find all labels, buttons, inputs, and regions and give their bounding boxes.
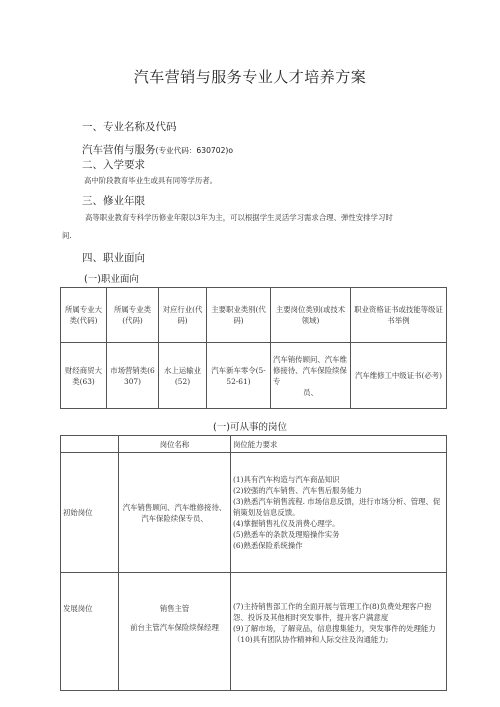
duration-text-line2: 间. [62, 231, 72, 240]
row-abilities-initial [231, 453, 447, 573]
row-abilities-advanced [231, 573, 447, 691]
ability-item: (9)了解市场，了解竞品，信息搜集能力，突发事件的处理能力 [233, 624, 436, 633]
section-heading-1: 一、专业名称及代码 [82, 121, 177, 133]
duration-text-line1: 高等职业教育专科学历修业年限以3年为主，可以根据学生灵活学习需求合理、弹性安排学习时 [85, 213, 393, 222]
cell-position-category [271, 343, 351, 409]
cell-industry: 水上运输业(52) [159, 343, 207, 409]
ability-item: (7)主持销售部工作的全面开展与管理工作(8)负费处理客户抱怨、投诉及其他相时突发事件，提升客户满意度 [233, 602, 432, 622]
cell-occupation: 汽车新车零令(5-52-61) [207, 343, 271, 409]
header-ability: 岗位能力要求 [231, 436, 447, 453]
subheading-positions: (一)可从事的岗位 [213, 422, 287, 433]
header-industry: 对应行业(代码) [159, 288, 207, 343]
row-positions-advanced [119, 573, 231, 691]
section-heading-2: 二、入学要求 [82, 159, 145, 171]
header-occupation: 主要职业类别(代码) [207, 288, 271, 343]
cell-certificates: 汽车维修工中级证书(必考) [351, 343, 447, 409]
position-item: 销售主管 [159, 604, 190, 613]
header-level [61, 436, 119, 453]
career-table [60, 287, 447, 409]
major-name: 汽车营侑与服务 [82, 144, 156, 156]
cell-major-category: 财经商贸大类(63) [61, 343, 107, 409]
header-major-class: 所属专业类(代码) [107, 288, 159, 343]
ability-item: (3)熟悉汽车销售流程. 市场信息反馈，进行市场分析、管理、促销策划及信息反馈。 [233, 497, 441, 517]
major-code: (专业代码：630702)o [155, 146, 234, 155]
positions-table [60, 435, 447, 691]
cell-major-class: 市场营销类(6307) [107, 343, 159, 409]
section-heading-4: 四、职业面向 [82, 252, 145, 264]
subheading-career: (一)职业面向 [84, 274, 139, 285]
document-title: 汽车营销与服务专业人才培养方案 [133, 68, 367, 86]
section-heading-3: 三、修业年限 [82, 195, 145, 207]
row-positions-initial: 汽车销售顾问、汽车维修接待、汽车保险续保专员、 [119, 453, 231, 573]
cell-position-category-tail: 员、 [303, 387, 318, 397]
ability-item: (4)掌握销售礼仪及消费心理学。 [233, 519, 340, 528]
ability-item: (2)较强的汽车销售、汽车售后服务能力 [233, 486, 362, 495]
ability-item: (1)具有汽车构造与汽车商品知识 [233, 475, 340, 484]
cell-position-category-text: 汽车销传顾问、汽车维修接待、汽车保险续保专 [273, 354, 347, 386]
header-major-category: 所属专业大类(代码) [61, 288, 107, 343]
position-item: 前台主管汽车保险续保经理 [130, 623, 219, 632]
header-position-category: 主要岗位类别(或技术领域) [271, 288, 351, 343]
major-line [82, 138, 233, 157]
ability-item: (5)熟悉车的条款及理赔操作实务 [233, 530, 340, 539]
ability-item: （10)具有团队协作精神和人际交往及沟通能力; [233, 635, 389, 644]
header-position-name: 岗位名称 [119, 436, 231, 453]
row-level-advanced: 发展岗位 [61, 573, 119, 691]
admission-text: 高中阶段教育毕业生或具有同等学历者。 [84, 176, 218, 185]
ability-item: (6)熟悉保险系统操作 [233, 541, 303, 550]
header-certificates: 职业资格证书或技能等级证书举例 [351, 288, 447, 343]
row-level-initial: 初始岗位 [61, 453, 119, 573]
